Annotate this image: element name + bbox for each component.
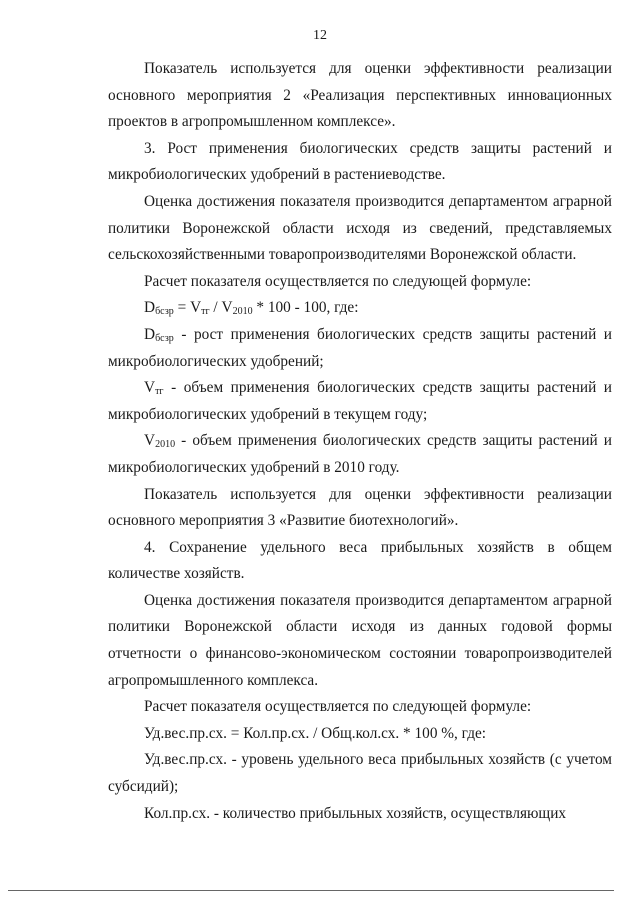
formula-slash: / V <box>209 299 233 317</box>
paragraph-indicator-usage-3: Показатель используется для оценки эффективности реализации основного мероприятия 3 «Развитие биотехнологий». <box>108 485 612 530</box>
def-v2010-subscript: 2010 <box>155 439 176 451</box>
formula-profitable-share: Уд.вес.пр.сх. = Кол.пр.сх. / Общ.кол.сх. * 100 %, где: <box>144 724 487 742</box>
def-vtg-text: - объем применения биологических средств защиты растений и микробиологических удобрений в текущем году; <box>108 379 612 423</box>
def-vtg-subscript: тг <box>155 386 164 398</box>
paragraph-item-3-title: 3. Рост применения биологических средств защиты растений и микробиологических удобрений в растениеводстве. <box>108 139 612 184</box>
definition-v-2010 <box>108 428 612 481</box>
paragraph-formula-intro-1: Расчет показателя осуществляется по следующей формуле: <box>144 272 532 290</box>
def-d-subscript: бсзр <box>155 332 174 344</box>
def-v2010-symbol: V <box>144 432 156 450</box>
page-number: 12 <box>313 28 327 43</box>
definition-kol-pr-sh: Кол.пр.сх. - количество прибыльных хозяйств, осуществляющих <box>144 804 567 822</box>
paragraph-assessment-2: Оценка достижения показателя производится департаментом аграрной политики Воронежской области исходя из данных годовой формы отчетности о финансово-экономическом состоянии товаропроизводителей агропромышленного комплекса. <box>108 591 612 689</box>
formula-v2010-subscript: 2010 <box>232 306 253 318</box>
definition-v-tg <box>108 375 612 428</box>
formula-biological <box>108 295 612 322</box>
paragraph-assessment-1: Оценка достижения показателя производится департаментом аграрной политики Воронежской области исходя из сведений, представляемых сельскохозяйственными товаропроизводителями Воронежской области. <box>108 192 612 264</box>
document-body <box>108 56 612 827</box>
formula-d-subscript: бсзр <box>155 306 174 318</box>
def-vtg-symbol: V <box>144 379 156 397</box>
formula-d: D <box>144 299 156 317</box>
footer-divider <box>8 890 614 891</box>
formula-eq: = V <box>173 299 202 317</box>
paragraph-indicator-usage-2: Показатель используется для оценки эффективности реализации основного мероприятия 2 «Реализация перспективных инновационных проектов в агропромышленном комплексе». <box>108 60 612 131</box>
definition-d-bszr <box>108 322 612 375</box>
def-v2010-text: - объем применения биологических средств защиты растений и микробиологических удобрений в 2010 году. <box>108 432 612 476</box>
def-d-text: - рост применения биологических средств защиты растений и микробиологических удобрений; <box>108 325 612 370</box>
formula-vtg-subscript: тг <box>201 306 210 318</box>
paragraph-item-4-title: 4. Сохранение удельного веса прибыльных хозяйств в общем количестве хозяйств. <box>108 538 612 583</box>
paragraph-formula-intro-2: Расчет показателя осуществляется по следующей формуле: <box>144 698 532 716</box>
definition-ud-ves: Уд.вес.пр.сх. - уровень удельного веса прибыльных хозяйств (с учетом субсидий); <box>108 751 612 796</box>
formula-tail: * 100 - 100, где: <box>252 299 359 317</box>
def-d-symbol: D <box>144 325 156 343</box>
